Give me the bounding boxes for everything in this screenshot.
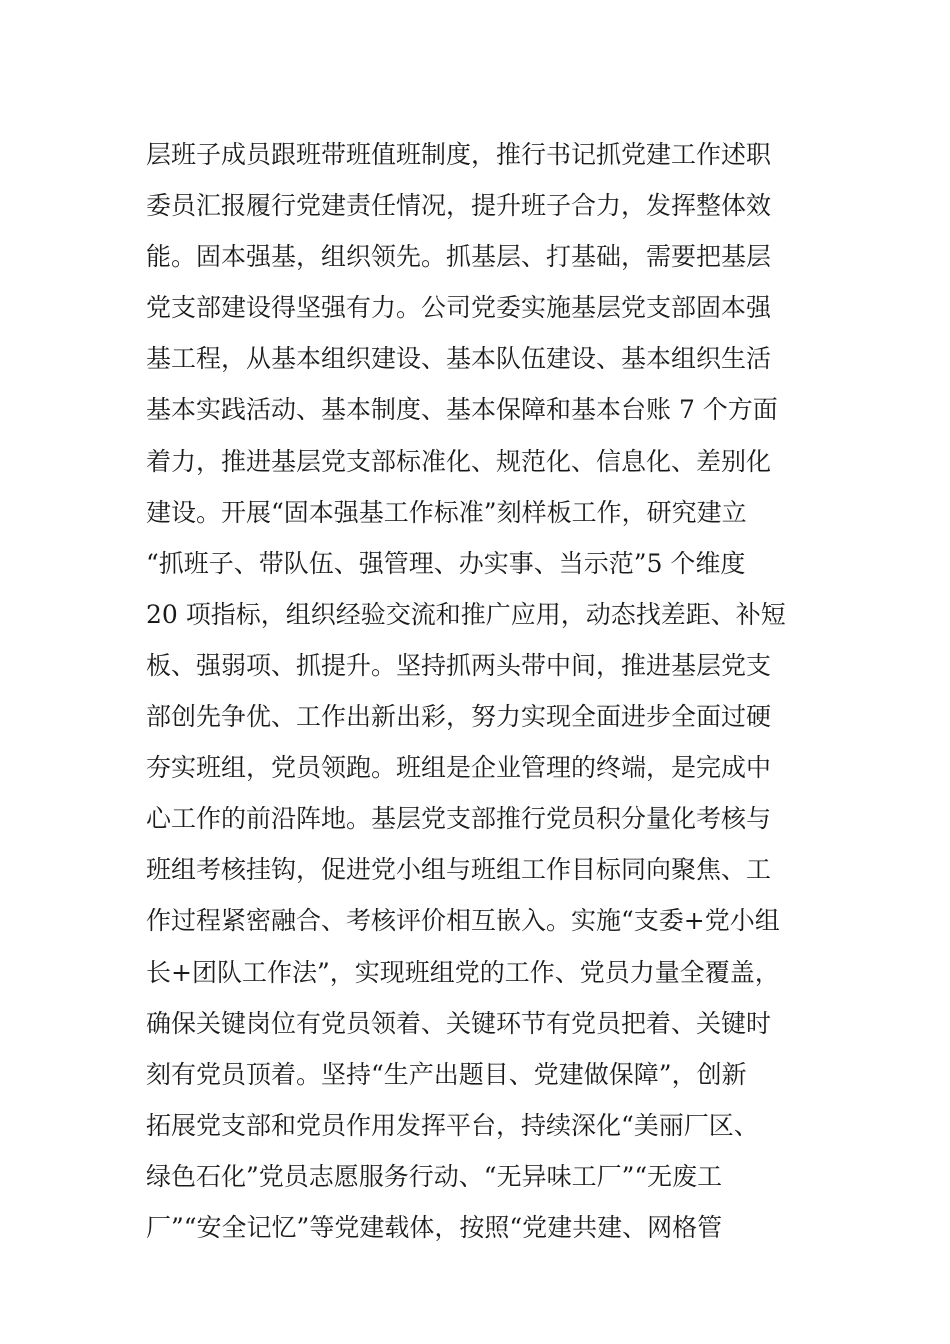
text-line-15: 班组考核挂钩，促进党小组与班组工作目标同向聚焦、工: [146, 855, 772, 885]
text-line-16: 作过程紧密融合、考核评价相互嵌入。实施“支委+党小组: [146, 906, 780, 936]
text-line-14: 心工作的前沿阵地。基层党支部推行党员积分量化考核与: [146, 804, 772, 834]
text-line-3: 能。固本强基，组织领先。抓基层、打基础，需要把基层: [146, 242, 772, 272]
text-line-1: 层班子成员跟班带班值班制度，推行书记抓党建工作述职: [146, 140, 772, 169]
text-line-12: 部创先争优、工作出新出彩，努力实现全面进步全面过硬: [146, 702, 772, 732]
text-line-21: 绿色石化”党员志愿服务行动、“无异味工厂”“无废工: [146, 1161, 723, 1191]
text-line-13: 夯实班组，党员领跑。班组是企业管理的终端，是完成中: [146, 753, 772, 783]
text-line-10: 20 项指标，组织经验交流和推广应用，动态找差距、补短: [146, 599, 786, 629]
text-line-19: 刻有党员顶着。坚持“生产出题目、党建做保障”，创新: [146, 1059, 747, 1089]
text-line-5: 基工程，从基本组织建设、基本队伍建设、基本组织生活: [146, 344, 772, 374]
text-line-2: 委员汇报履行党建责任情况，提升班子合力，发挥整体效: [146, 191, 772, 221]
text-line-11: 板、强弱项、抓提升。坚持抓两头带中间，推进基层党支: [146, 650, 772, 680]
text-line-17: 长+团队工作法”，实现班组党的工作、党员力量全覆盖，: [146, 957, 780, 987]
body-text: [146, 129, 816, 1253]
text-line-4: 党支部建设得坚强有力。公司党委实施基层党支部固本强: [146, 293, 772, 323]
text-line-8: 建设。开展“固本强基工作标准”刻样板工作，研究建立: [146, 497, 747, 527]
text-line-20: 拓展党支部和党员作用发挥平台，持续深化“美丽厂区、: [146, 1110, 759, 1140]
text-line-18: 确保关键岗位有党员领着、关键环节有党员把着、关键时: [146, 1008, 772, 1038]
text-line-9: “抓班子、带队伍、强管理、办实事、当示范”5 个维度: [146, 548, 746, 578]
text-line-6: 基本实践活动、基本制度、基本保障和基本台账 7 个方面: [146, 395, 778, 425]
text-line-22: 厂”“安全记忆”等党建载体，按照“党建共建、网格管: [146, 1212, 723, 1242]
text-line-7: 着力，推进基层党支部标准化、规范化、信息化、差别化: [146, 446, 772, 476]
